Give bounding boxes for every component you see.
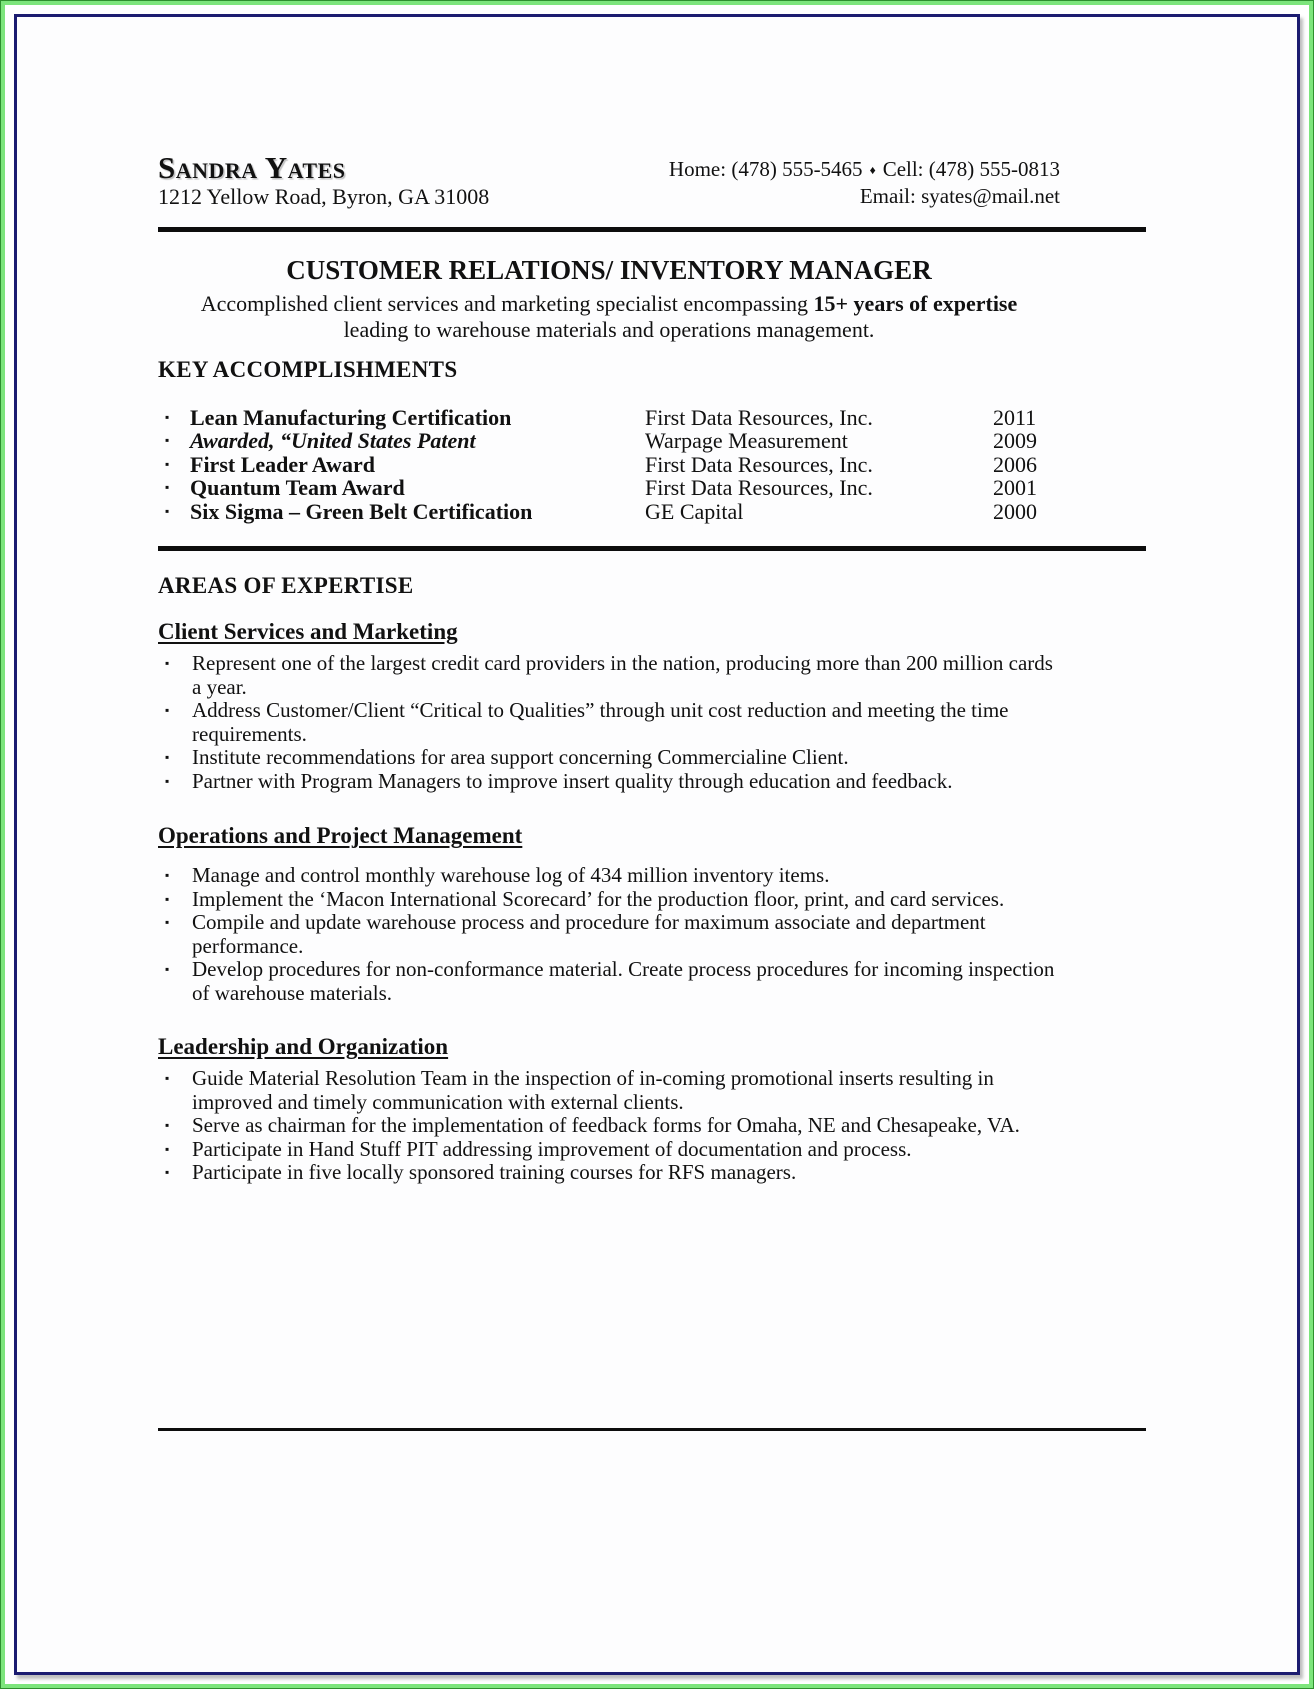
bullet-item: [158, 958, 1146, 1005]
resume-page: [17, 152, 1297, 1431]
bullet-item: [158, 911, 1146, 958]
accomplishment-org: Warpage Measurement: [645, 428, 848, 454]
header-divider: [158, 227, 1146, 232]
key-accomplishments-heading: KEY ACCOMPLISHMENTS: [158, 357, 458, 382]
accomplishments-divider: [158, 546, 1146, 551]
group-title-text: Leadership and Organization: [158, 1034, 449, 1060]
accomplishment-org: GE Capital: [645, 498, 744, 524]
bullet-icon: ▪: [165, 773, 170, 788]
contact-block: [669, 152, 1060, 210]
bullet-item: [158, 1161, 1146, 1185]
bullet-text: Represent one of the largest credit card providers in the nation, producing more than 200 million cards a year.: [192, 651, 1053, 699]
bullet-icon: ▪: [165, 1141, 170, 1156]
group-title-leadership: [158, 1034, 1146, 1060]
bullet-item: [158, 746, 1146, 770]
phone-line: [669, 156, 1060, 183]
diamond-separator-icon: ♦: [869, 163, 876, 177]
bullet-text: Participate in Hand Stuff PIT addressing improvement of documentation and process.: [192, 1136, 912, 1161]
bullet-icon: ▪: [165, 703, 170, 718]
green-border-band: [1, 1, 1313, 1688]
accomplishment-org: First Data Resources, Inc.: [645, 405, 873, 430]
accomplishment-org: First Data Resources, Inc.: [645, 451, 873, 477]
street-address: 1212 Yellow Road, Byron, GA 31008: [158, 184, 490, 209]
bullet-item: [158, 1067, 1146, 1114]
accomplishment-row: [158, 406, 1146, 429]
bullet-item: [158, 652, 1146, 699]
accomplishment-row: [158, 429, 1146, 452]
summary-line-1: [158, 291, 1060, 317]
bullet-text: Manage and control monthly warehouse log of 434 million inventory items.: [192, 863, 830, 888]
resume-header: [158, 152, 1146, 210]
bullet-icon: ▪: [165, 480, 170, 495]
bullet-text: Develop procedures for non-conformance material. Create process procedures for incoming inspection of warehouse materials.: [192, 957, 1055, 1005]
bullet-item: [158, 864, 1146, 888]
accomplishment-year: 2011: [993, 405, 1037, 430]
bullet-icon: ▪: [165, 1118, 170, 1133]
group-title-client-services: [158, 619, 1146, 645]
bullet-icon: ▪: [165, 433, 170, 448]
bullet-item: [158, 1114, 1146, 1138]
leadership-bullets: [158, 1067, 1146, 1185]
summary-paragraph: [158, 291, 1060, 343]
border-gap: [5, 5, 1309, 1684]
group-title-text: Operations and Project Management: [158, 823, 523, 849]
group-title-operations: [158, 823, 1146, 849]
accomplishment-title: First Leader Award: [190, 451, 375, 477]
resume-title: CUSTOMER RELATIONS/ INVENTORY MANAGER: [286, 255, 932, 285]
group-title-text: Client Services and Marketing: [158, 619, 458, 645]
bullet-item: [158, 1138, 1146, 1162]
bullet-icon: ▪: [165, 1165, 170, 1180]
areas-of-expertise-heading: AREAS OF EXPERTISE: [158, 573, 414, 599]
accomplishment-year: 2001: [993, 475, 1037, 501]
accomplishment-title: Quantum Team Award: [190, 475, 405, 501]
bullet-text: Serve as chairman for the implementation of feedback forms for Omaha, NE and Chesapeake, VA.: [192, 1113, 1020, 1138]
bullet-icon: ▪: [165, 915, 170, 930]
bullet-icon: ▪: [165, 456, 170, 471]
email-line: Email: syates@mail.net: [859, 184, 1060, 208]
accomplishment-row: [158, 476, 1146, 499]
footer-divider: [158, 1428, 1146, 1431]
home-phone: Home: (478) 555-5465: [668, 157, 863, 181]
bullet-text: Compile and update warehouse process and procedure for maximum associate and department performance.: [192, 910, 986, 958]
bullet-icon: ▪: [165, 410, 170, 424]
bullet-item: [158, 888, 1146, 912]
summary-bold-text: 15+ years of expertise: [813, 291, 1018, 316]
accomplishment-row: [158, 500, 1146, 523]
accomplishment-year: 2000: [993, 498, 1037, 524]
accomplishment-year: 2006: [993, 451, 1037, 477]
summary-text: Accomplished client services and marketing specialist encompassing: [200, 291, 814, 316]
person-name: Sandra Yates: [158, 150, 346, 185]
navy-page-border: [14, 14, 1300, 1675]
accomplishment-year: 2009: [993, 428, 1037, 454]
bullet-text: Partner with Program Managers to improve insert quality through education and feedback.: [192, 768, 953, 793]
identity-block: [158, 152, 489, 210]
key-accomplishments-list: [158, 406, 1146, 523]
accomplishment-title: Lean Manufacturing Certification: [190, 405, 512, 430]
bullet-item: [158, 699, 1146, 746]
accomplishment-row: [158, 453, 1146, 476]
bullet-icon: ▪: [165, 656, 170, 671]
client-services-bullets: [158, 652, 1146, 793]
bullet-text: Implement the ‘Macon International Scorecard’ for the production floor, print, and card services.: [192, 886, 1005, 911]
summary-line-2: leading to warehouse materials and operations management.: [343, 317, 875, 342]
bullet-icon: ▪: [165, 503, 170, 518]
bullet-text: Address Customer/Client “Critical to Qualities” through unit cost reduction and meeting the time requirements.: [192, 698, 1009, 746]
cell-phone: Cell: (478) 555-0813: [882, 157, 1060, 181]
operations-bullets: [158, 864, 1146, 1005]
bullet-icon: ▪: [165, 750, 170, 765]
bullet-text: Institute recommendations for area support concerning Commercialine Client.: [192, 745, 849, 770]
accomplishment-title: Six Sigma – Green Belt Certification: [190, 498, 533, 524]
bullet-text: Guide Material Resolution Team in the inspection of in-coming promotional inserts resulting in improved and timely communication with external clients.: [192, 1066, 994, 1114]
accomplishment-title: Awarded, “United States Patent: [190, 428, 476, 454]
bullet-icon: ▪: [165, 891, 170, 906]
bullet-icon: ▪: [165, 962, 170, 977]
bullet-icon: ▪: [165, 868, 170, 883]
bullet-text: Participate in five locally sponsored training courses for RFS managers.: [192, 1160, 797, 1185]
accomplishment-org: First Data Resources, Inc.: [645, 475, 873, 501]
bullet-item: [158, 770, 1146, 794]
bullet-icon: ▪: [165, 1071, 170, 1086]
